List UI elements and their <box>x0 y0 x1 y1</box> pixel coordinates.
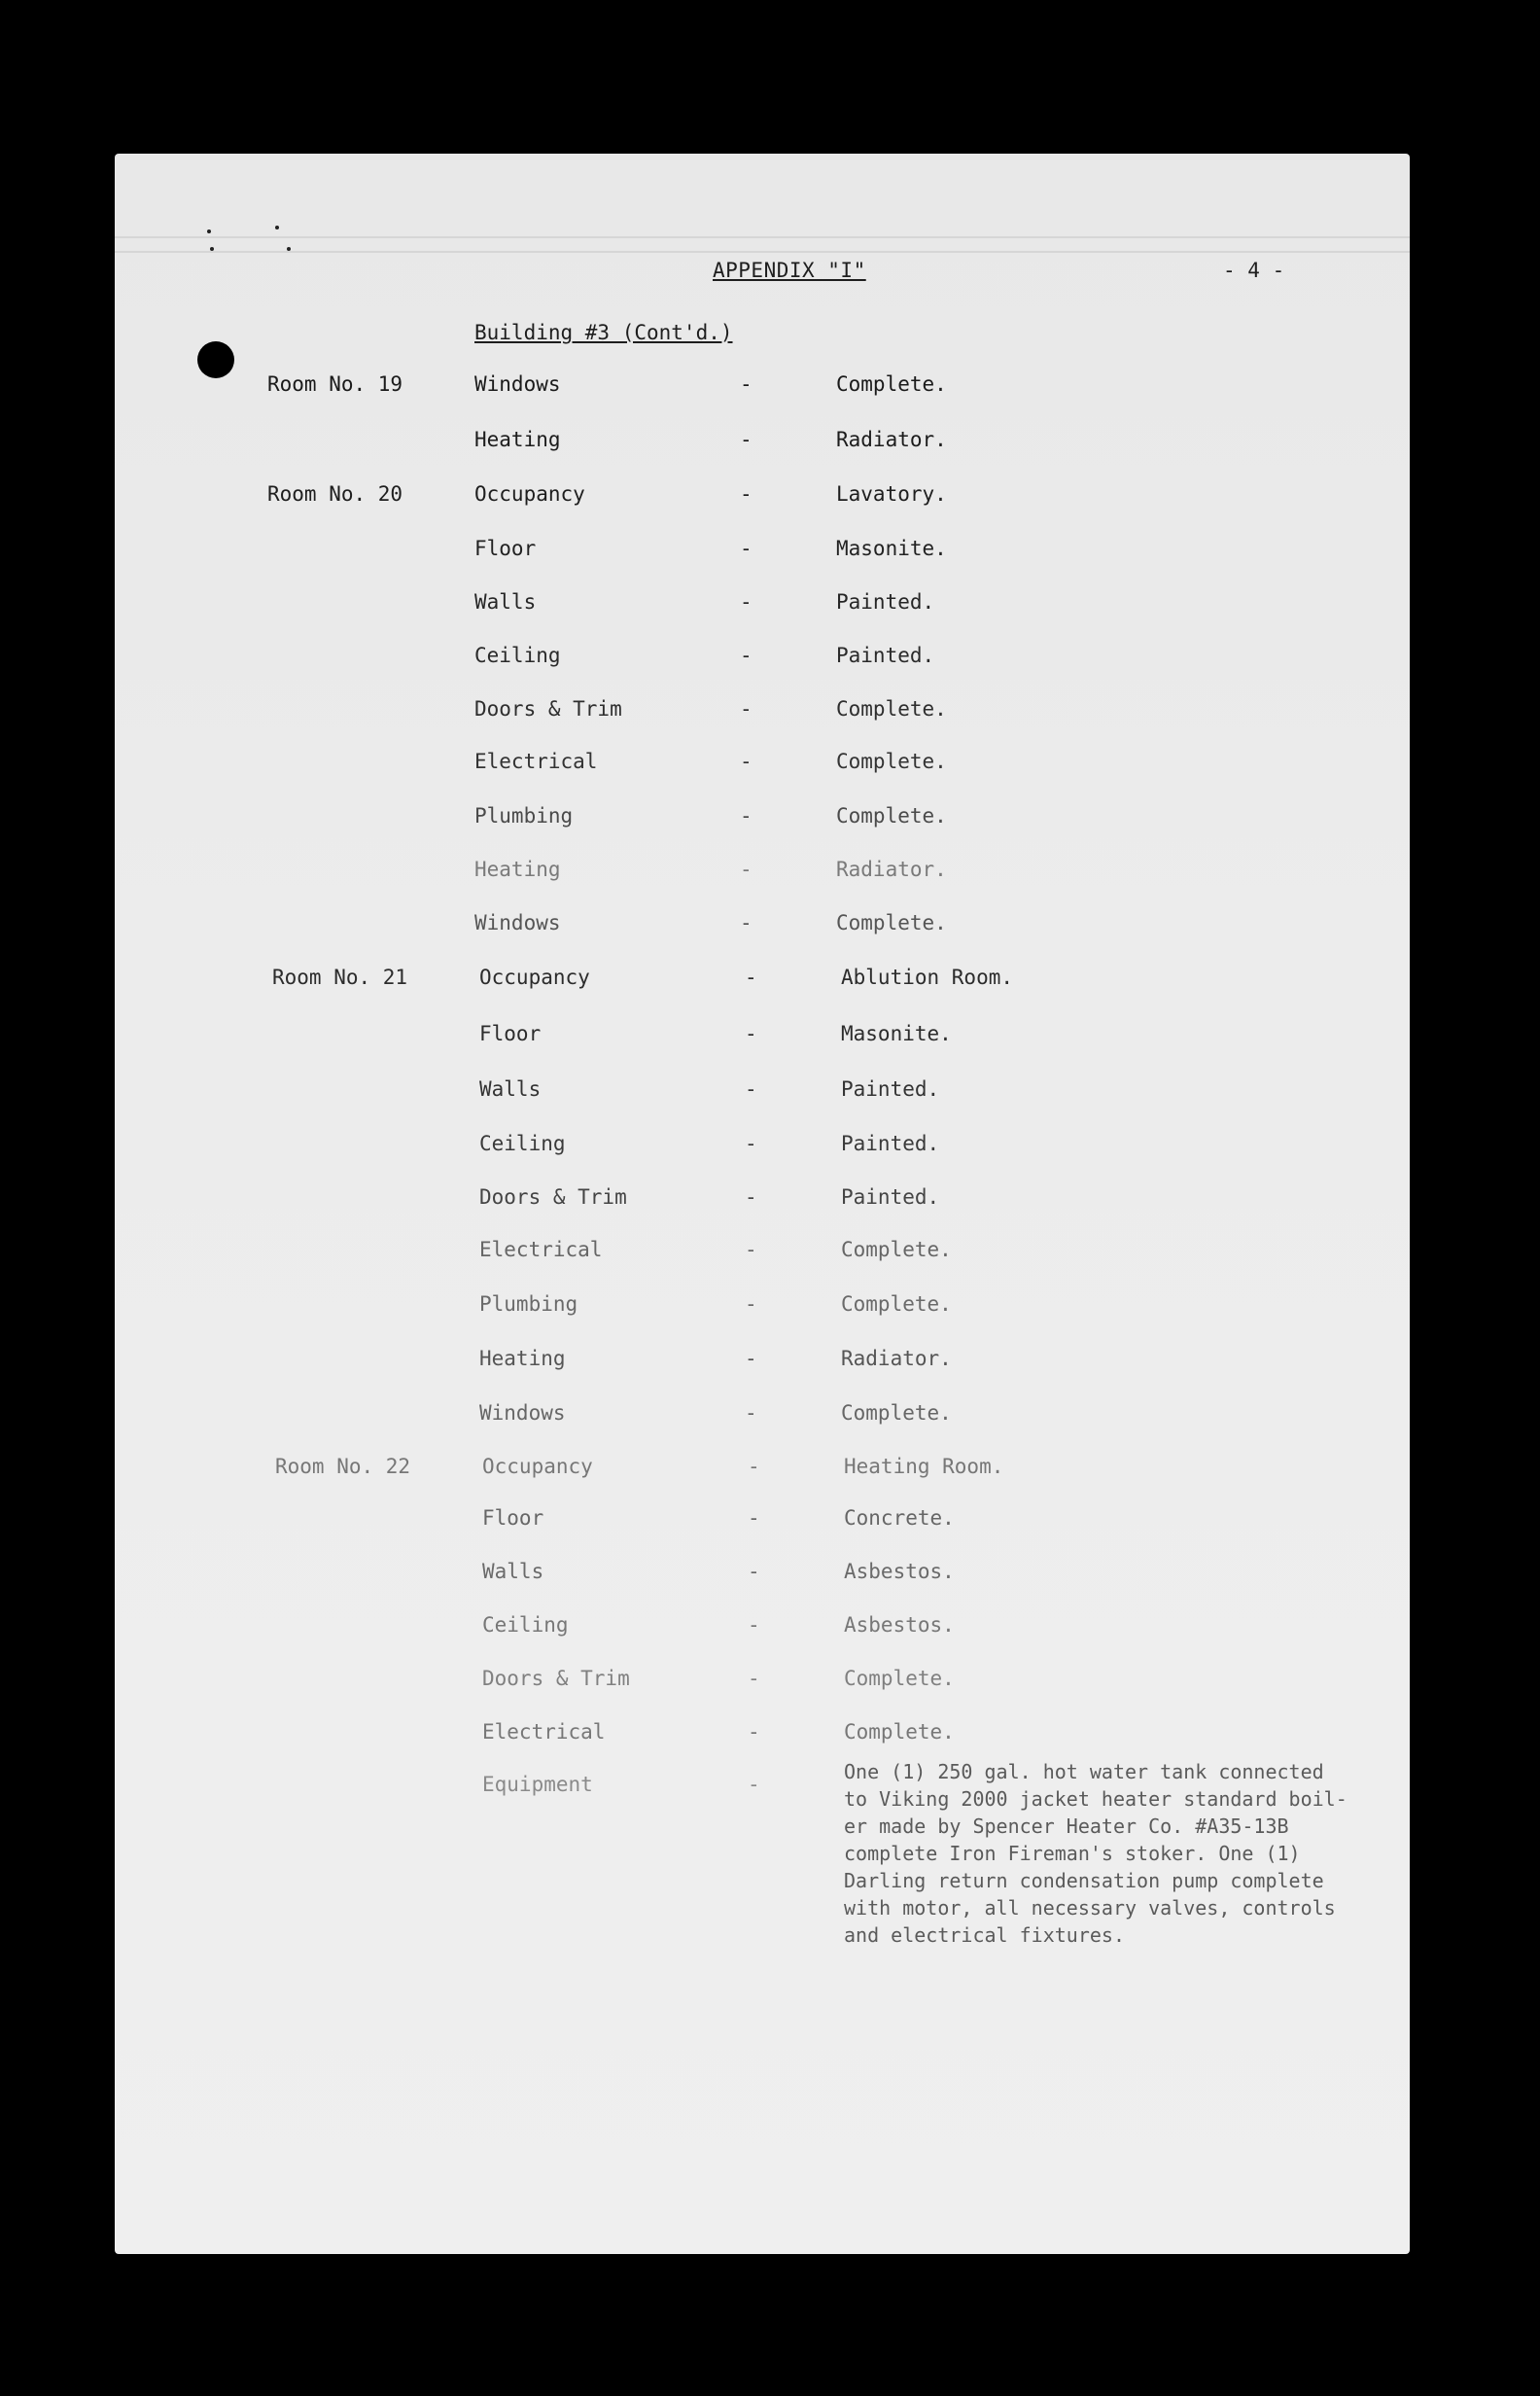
separator-dash: - <box>748 1455 760 1478</box>
table-row <box>115 1238 1410 1267</box>
item-value: Complete. <box>841 1292 952 1316</box>
item-value: Painted. <box>841 1077 940 1101</box>
item-value: Complete. <box>841 1238 952 1261</box>
separator-dash: - <box>745 1077 757 1101</box>
page-heading: APPENDIX "I" <box>713 259 866 282</box>
item-value: Painted. <box>836 590 935 614</box>
item-label: Electrical <box>479 1238 603 1261</box>
separator-dash: - <box>740 697 752 721</box>
item-label: Ceiling <box>474 644 561 667</box>
separator-dash: - <box>748 1506 760 1530</box>
table-row <box>115 1185 1410 1215</box>
table-row <box>115 1506 1410 1535</box>
room-label: Room No. 21 <box>272 966 408 989</box>
item-value: Masonite. <box>841 1022 952 1045</box>
item-label: Windows <box>474 911 561 934</box>
table-row <box>115 372 1410 402</box>
table-row <box>115 1560 1410 1589</box>
separator-dash: - <box>740 537 752 560</box>
page-number: - 4 - <box>1223 259 1285 282</box>
item-label: Electrical <box>482 1720 606 1744</box>
item-value: Complete. <box>836 911 947 934</box>
item-value: Lavatory. <box>836 482 947 506</box>
item-label: Electrical <box>474 750 598 773</box>
item-value: Painted. <box>841 1185 940 1209</box>
separator-dash: - <box>740 750 752 773</box>
separator-dash: - <box>748 1720 760 1744</box>
item-label: Plumbing <box>479 1292 578 1316</box>
item-label: Plumbing <box>474 804 574 828</box>
item-label: Windows <box>479 1401 566 1425</box>
table-row <box>115 1455 1410 1484</box>
separator-dash: - <box>745 1401 757 1425</box>
item-label: Walls <box>482 1560 544 1583</box>
table-row <box>115 1347 1410 1376</box>
separator-dash: - <box>748 1613 760 1637</box>
table-row <box>115 750 1410 779</box>
fold-line <box>115 251 1410 253</box>
table-row <box>115 1077 1410 1107</box>
table-row <box>115 644 1410 673</box>
table-row <box>115 1132 1410 1161</box>
separator-dash: - <box>745 1022 757 1045</box>
item-label: Doors & Trim <box>482 1667 630 1690</box>
item-value: Concrete. <box>844 1506 955 1530</box>
item-value: Complete. <box>836 750 947 773</box>
separator-dash: - <box>748 1560 760 1583</box>
table-row <box>115 1613 1410 1642</box>
document-page <box>115 154 1410 2254</box>
item-label: Walls <box>479 1077 542 1101</box>
item-value: Painted. <box>841 1132 940 1155</box>
item-value: Complete. <box>841 1401 952 1425</box>
table-row <box>115 1720 1410 1749</box>
item-value: Asbestos. <box>844 1560 955 1583</box>
table-row <box>115 590 1410 619</box>
item-value: Radiator. <box>836 858 947 881</box>
separator-dash: - <box>740 482 752 506</box>
fold-line <box>115 236 1410 238</box>
room-label: Room No. 20 <box>267 482 403 506</box>
item-label: Occupancy <box>479 966 590 989</box>
separator-dash: - <box>740 428 752 451</box>
separator-dash: - <box>740 372 752 396</box>
speck <box>210 247 214 251</box>
table-row <box>115 697 1410 726</box>
item-label: Heating <box>474 428 561 451</box>
item-label: Occupancy <box>474 482 585 506</box>
item-value: Painted. <box>836 644 935 667</box>
equipment-description: One (1) 250 gal. hot water tank connected to Viking 2000 jacket heater standard boil- er made by Spencer Heater Co. #A35-13B complete Iron Fireman's stoker. One (1) Darling return condensation pump complete with motor, all necessary valves, controls and electrical fixtures. <box>844 1760 1348 1947</box>
item-label: Heating <box>479 1347 566 1370</box>
item-value: Radiator. <box>836 428 947 451</box>
item-label: Ceiling <box>479 1132 566 1155</box>
separator-dash: - <box>748 1773 760 1796</box>
item-value: Radiator. <box>841 1347 952 1370</box>
item-value: Masonite. <box>836 537 947 560</box>
speck <box>287 247 291 251</box>
item-value: Asbestos. <box>844 1613 955 1637</box>
item-value: Complete. <box>844 1667 955 1690</box>
table-row <box>115 804 1410 833</box>
table-row <box>115 1292 1410 1321</box>
table-row <box>115 482 1410 511</box>
item-label: Ceiling <box>482 1613 569 1637</box>
separator-dash: - <box>740 590 752 614</box>
separator-dash: - <box>745 1347 757 1370</box>
item-value: Complete. <box>836 697 947 721</box>
table-row <box>115 1667 1410 1696</box>
item-label: Heating <box>474 858 561 881</box>
item-value: Ablution Room. <box>841 966 1014 989</box>
table-row <box>115 858 1410 887</box>
speck <box>275 226 279 229</box>
separator-dash: - <box>740 911 752 934</box>
separator-dash: - <box>745 966 757 989</box>
table-row <box>115 1401 1410 1430</box>
item-label: Doors & Trim <box>474 697 622 721</box>
separator-dash: - <box>745 1185 757 1209</box>
separator-dash: - <box>748 1667 760 1690</box>
separator-dash: - <box>740 858 752 881</box>
item-value: Complete. <box>836 804 947 828</box>
table-row <box>115 911 1410 940</box>
separator-dash: - <box>745 1238 757 1261</box>
table-row <box>115 537 1410 566</box>
table-row <box>115 966 1410 995</box>
item-label: Equipment <box>482 1773 593 1796</box>
separator-dash: - <box>745 1132 757 1155</box>
item-label: Floor <box>482 1506 544 1530</box>
item-label: Floor <box>479 1022 542 1045</box>
separator-dash: - <box>740 804 752 828</box>
item-value: Complete. <box>836 372 947 396</box>
item-label: Walls <box>474 590 537 614</box>
table-row <box>115 1022 1410 1051</box>
room-label: Room No. 22 <box>275 1455 411 1478</box>
section-heading: Building #3 (Cont'd.) <box>474 321 733 344</box>
item-label: Occupancy <box>482 1455 593 1478</box>
room-label: Room No. 19 <box>267 372 403 396</box>
table-row <box>115 428 1410 457</box>
item-value: Complete. <box>844 1720 955 1744</box>
speck <box>207 229 211 233</box>
item-value: Heating Room. <box>844 1455 1004 1478</box>
separator-dash: - <box>745 1292 757 1316</box>
separator-dash: - <box>740 644 752 667</box>
item-label: Windows <box>474 372 561 396</box>
item-label: Floor <box>474 537 537 560</box>
item-label: Doors & Trim <box>479 1185 627 1209</box>
